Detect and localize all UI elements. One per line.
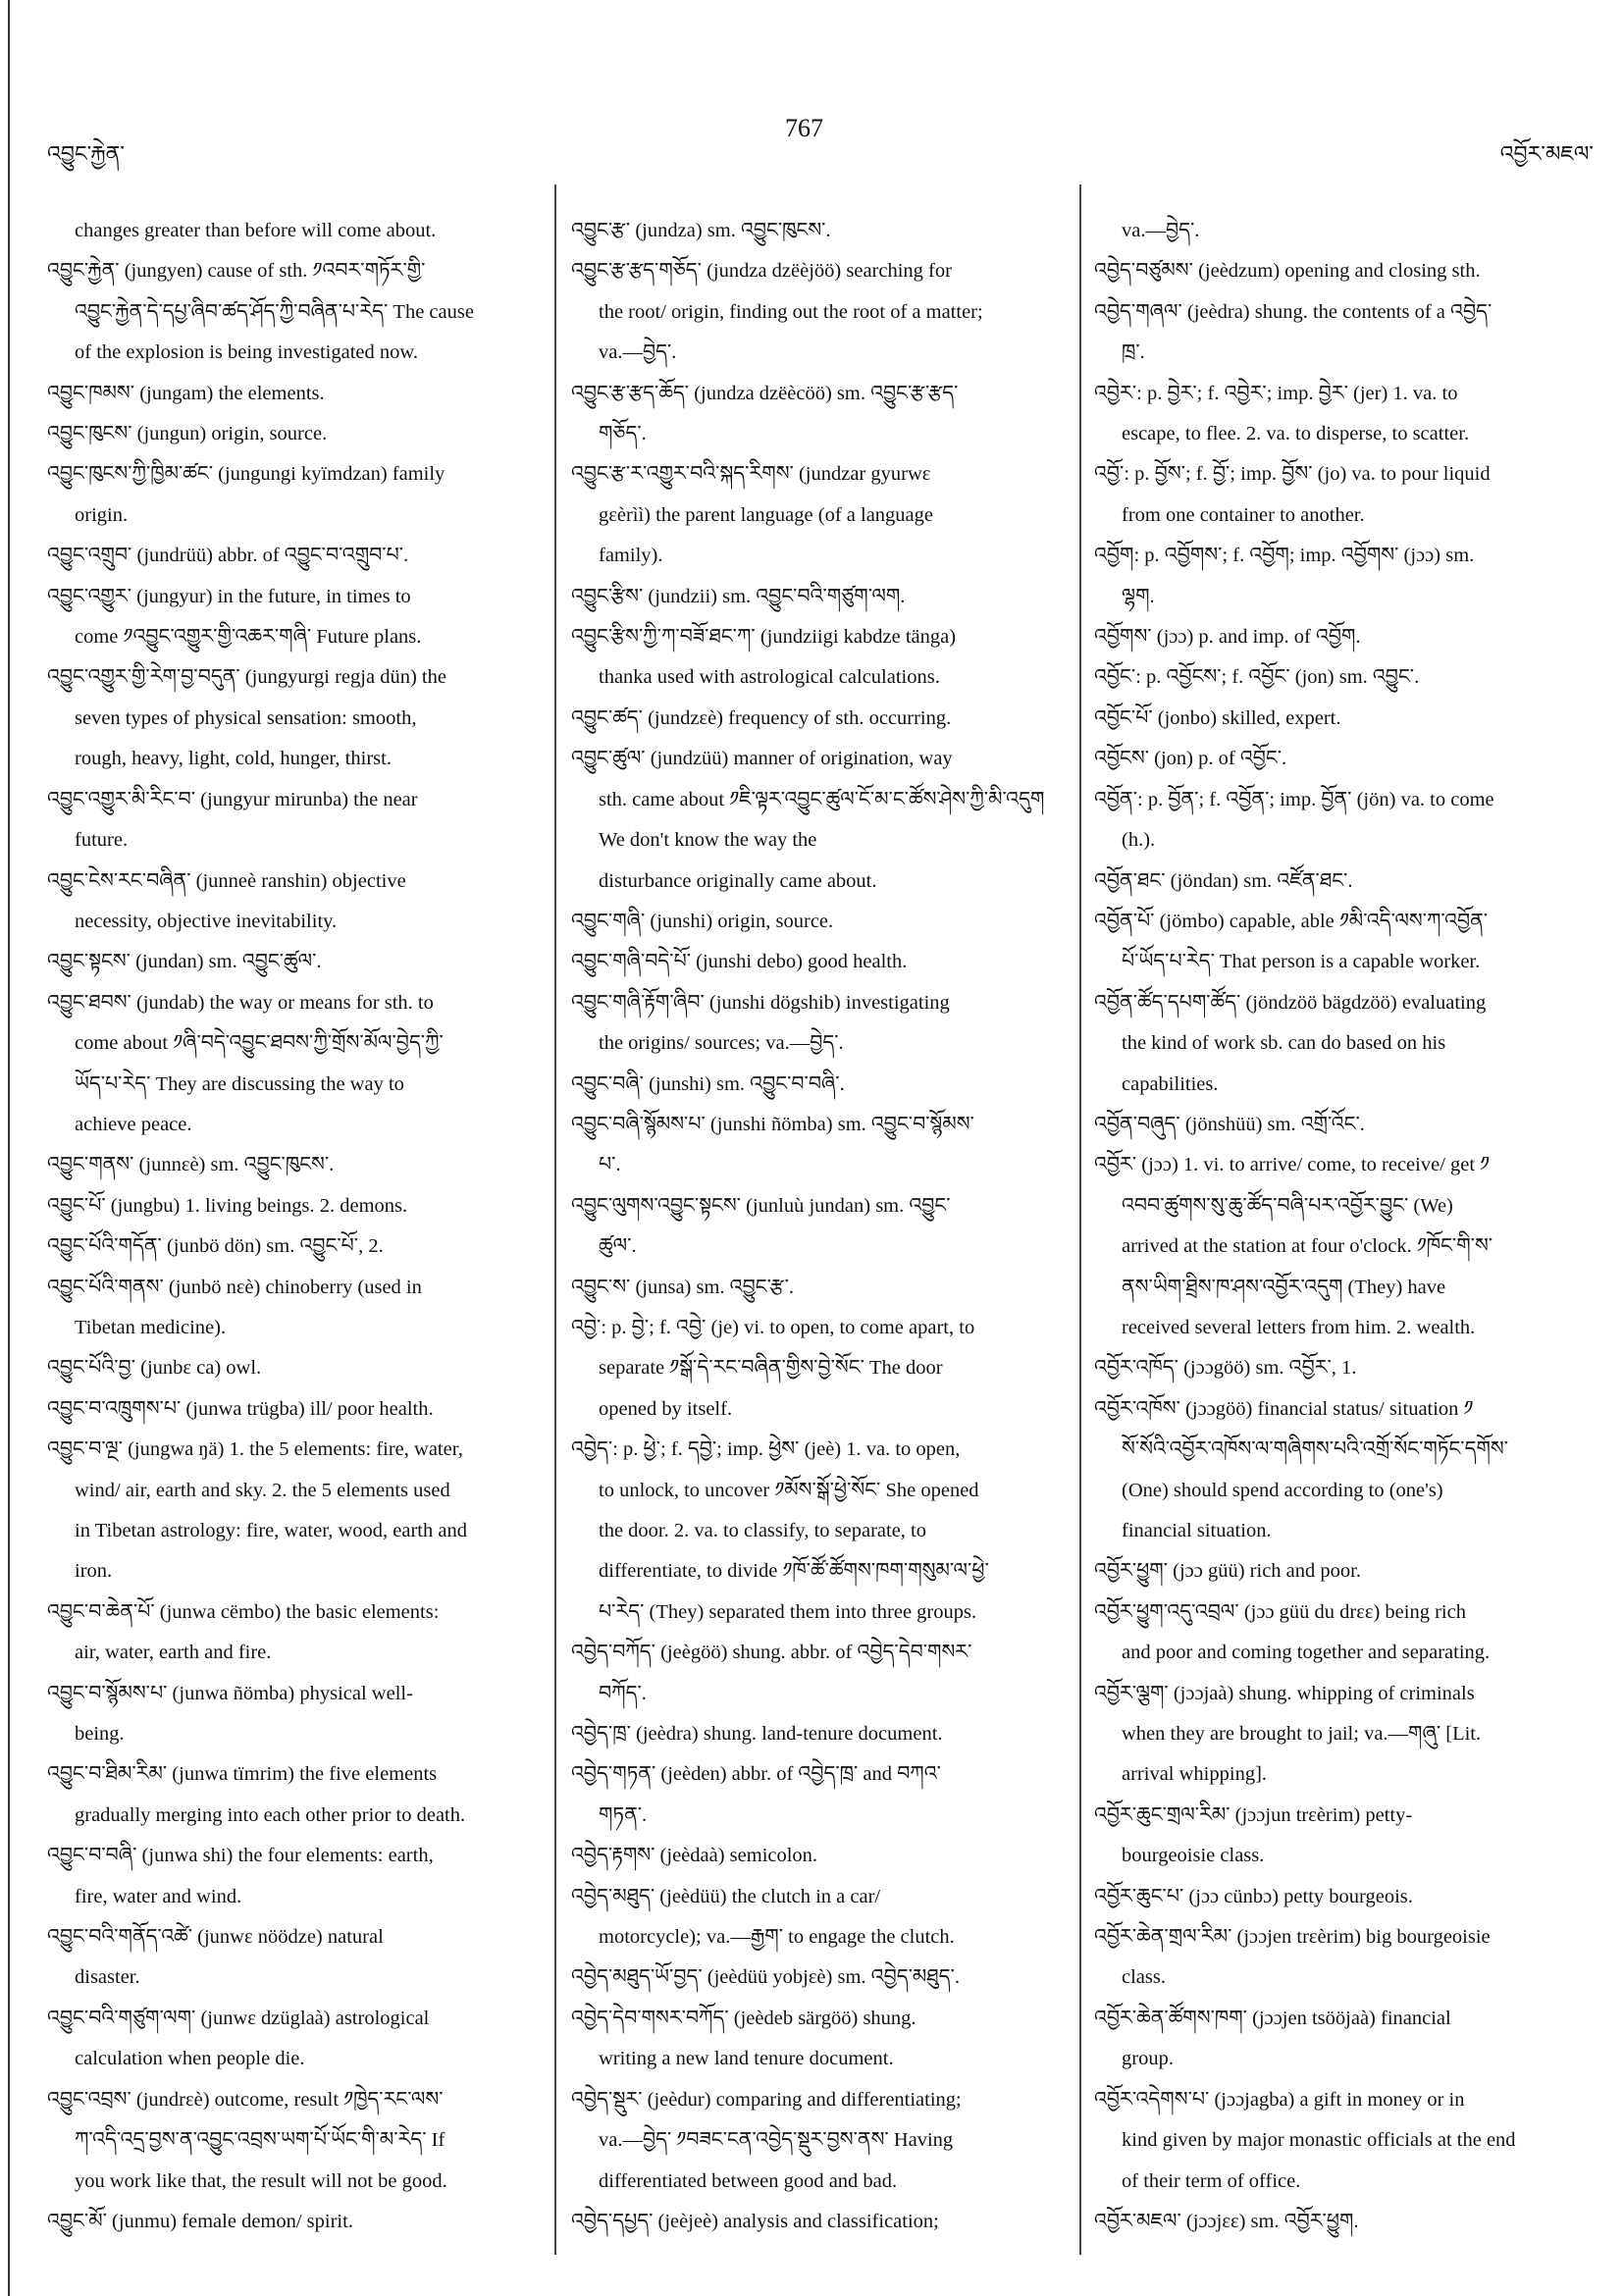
dictionary-entry: འབྱུང་པོའི་བྱ་ (junbε ca) owl. xyxy=(47,1357,262,1380)
dictionary-entry: འབྱུང་ཁུངས་ཀྱི་ཁྱིམ་ཚང་ (jungungi kyïmdzan) family origin. xyxy=(47,463,445,526)
dictionary-entry: va.—བྱེད་. xyxy=(1122,220,1200,241)
dictionary-entry: འབྱུང་གཞི་བདེ་པོ་ (junshi debo) good health. xyxy=(571,951,908,973)
dictionary-entry: འབྱུང་རྩིས་ཀྱི་ཀ་བཟོ་ཐང་ཀ་ (jundziigi kabdze tänga) thanka used with astrological calculations. xyxy=(571,626,957,689)
dictionary-entry: འབྱུང་རྩ་རྩད་གཅོད་ (jundza dzëèjöö) searching for the root/ origin, finding out the root of a matter; va.—བྱེད་. xyxy=(571,260,983,364)
dictionary-entry: འབྱོར་ལྕག་ (jɔɔjaà) shung. whipping of criminals when they are brought to jail; va.—གཞུ་ [Lit. arrival whipping]. xyxy=(1094,1682,1482,1786)
dictionary-entry: འབྱུང་པོ་ (jungbu) 1. living beings. 2. demons. xyxy=(47,1194,408,1217)
dictionary-entry: འབྱུང་འགྱུར་མི་རིང་བ་ (jungyur mirunba) the near future. xyxy=(47,788,418,852)
dictionary-entry: འབྱུང་གཞི་ (junshi) origin, source. xyxy=(571,910,834,932)
dictionary-entry: འབྱུང་ས་ (junsa) sm. འབྱུང་རྩ་. xyxy=(571,1276,795,1298)
dictionary-entry: འབྱུང་པོའི་གདོན་ (junbö dön) sm. འབྱུང་པོ་, 2. xyxy=(47,1235,384,1258)
dictionary-entry: འབྱུང་བ་སྙོམས་པ་ (junwa ñömba) physical well- being. xyxy=(47,1682,413,1746)
dictionary-entry: འབྱུང་བཞི་སྙོམས་པ་ (junshi ñömba) sm. འབྱུང་བ་སྙོམས་ པ་. xyxy=(571,1113,974,1176)
dictionary-entry: འབྱོན་པོ་ (jömbo) capable, able ༡མི་འདི་ལས་ཀ་འབྱོན་ པོ་ཡོད་པ་རེད་ That person is a capable worker. xyxy=(1094,910,1489,973)
dictionary-entry: འབྱེད་ཁྲ་ (jeèdra) shung. land-tenure document. xyxy=(571,1723,943,1746)
dictionary-entry: འབྱུང་བ་འཁྲུགས་པ་ (junwa trügba) ill/ poor health. xyxy=(47,1397,434,1420)
dictionary-entry: འབྱུང་བའི་གཙུག་ལག་ (junwε dzüglaà) astrological calculation when people die. xyxy=(47,2007,430,2070)
dictionary-entry: འབྱེ་: p. བྱེ་; f. འབྱེ་ (je) vi. to open, to come apart, to separate ༡སྒོ་དེ་རང་བཞིན་གྱིས་བྱེ་སོང་ The door opened by itself. xyxy=(571,1316,975,1420)
dictionary-entry: changes greater than before will come about. xyxy=(75,220,437,241)
dictionary-entry: འབྱུང་འགྲུབ་ (jundrüü) abbr. of འབྱུང་བ་འགྲུབ་པ་. xyxy=(47,545,409,567)
dictionary-entry: འབྱུང་སྟངས་ (jundan) sm. འབྱུང་ཚུལ་. xyxy=(47,951,322,973)
column-1 xyxy=(47,211,548,2242)
dictionary-entry: འབྱོངས་ (jon) p. of འབྱོང་. xyxy=(1094,748,1287,770)
dictionary-entry: འབྱེད་སྡུར་ (jeèdur) comparing and differentiating; va.—བྱེད་ ༡བཟང་ངན་འབྱེད་སྡུར་བྱས་ནས་ Having differentiated between good and bad. xyxy=(571,2088,962,2192)
column-2 xyxy=(571,211,1073,2242)
guide-word-left: འབྱུང་རྐྱེན་ xyxy=(47,141,125,166)
dictionary-entry: འབྱོར་ (jɔɔ) 1. vi. to arrive/ come, to receive/ get ༡ འབབ་ཚུགས་སུ་ཆུ་ཚོད་བཞི་པར་འབྱོར་བྱུང་ (We) arrived at the station at four o'clock. ༡ཁོང་གི་ས་ ནས་ཡིག་ཐྲིས་ཁ་ཤས་འབྱོར་འདུག (They) have received several letters from him. 2. wealth. xyxy=(1094,1154,1493,1338)
dictionary-entry: འབྱོར་ཕྱུག་ (jɔɔ güü) rich and poor. xyxy=(1094,1560,1361,1583)
dictionary-entry: འབྱུང་མོ་ (junmu) female demon/ spirit. xyxy=(47,2210,353,2232)
dictionary-entry: འབྱེད་དཔྱད་ (jeèjeè) analysis and classification; xyxy=(571,2210,939,2232)
dictionary-entry: འབྱོ་: p. བྱོས་; f. བྱོ་; imp. བྱོས་ (jo) va. to pour liquid from one container to another. xyxy=(1094,463,1491,526)
dictionary-entry: འབྱོར་མཇལ་ (jɔɔjεε) sm. འབྱོར་ཕྱུག. xyxy=(1094,2210,1359,2232)
dictionary-entry: འབྱུང་ཁམས་ (jungam) the elements. xyxy=(47,382,325,404)
dictionary-entry: འབྱོར་འཁོད་ (jɔɔgöö) sm. འབྱོར་, 1. xyxy=(1094,1357,1357,1380)
dictionary-entry: འབྱོན་ཚོད་དཔག་ཚོད་ (jöndzöö bägdzöö) evaluating the kind of work sb. can do based on his capabilities. xyxy=(1094,991,1487,1095)
dictionary-entry: འབྱུང་རྩ་རྩད་ཆོད་ (jundza dzëècöö) sm. འབྱུང་རྩ་རྩད་ གཅོད་. xyxy=(571,382,959,445)
dictionary-entry: འབྱེད་: p. ཕྱེ་; f. དབྱེ་; imp. ཕྱེས་ (jeè) 1. va. to open, to unlock, to uncover ༡མོས་སྒོ་ཕྱེ་སོང་ She opened the door. 2. va. to classify, to separate, to differentiate, to divide ༡ཁོ་ཚོ་ཚོགས་ཁག་གསུམ་ལ་ཕྱེ་ པ་རེད་ (They) separated them into three groups. xyxy=(571,1438,989,1623)
dictionary-entry: འབྱུང་འགྱུར་ (jungyur) in the future, in times to come ༡འབྱུང་འགྱུར་གྱི་འཆར་གཞི་ Future plans. xyxy=(47,585,422,649)
dictionary-entry: འབྱུང་འབྲས་ (jundrεè) outcome, result ༡ཁྱེད་རང་ལས་ ཀ་འདི་འདྲ་བྱས་ན་འབྱུང་འབྲས་ཡག་པོ་ཡོང་གི་མ་རེད་ If you work like that, the result will not be good. xyxy=(47,2088,447,2192)
dictionary-entry: འབྱོར་ཆེན་གྲལ་རིམ་ (jɔɔjen trεèrim) big bourgeoisie class. xyxy=(1094,1926,1491,1989)
dictionary-entry: འབྱུང་རྩ་ར་འགྱུར་བའི་སྐད་རིགས་ (jundzar gyurwε gεèrìì) the parent language (of a language family). xyxy=(571,463,934,567)
dictionary-entry: འབྱེར་: p. བྱེར་; f. འབྱེར་; imp. བྱེར་ (jer) 1. va. to escape, to flee. 2. va. to disperse, to scatter. xyxy=(1094,382,1470,445)
dictionary-entry: འབྱེད་མཐུད་ (jeèdüü) the clutch in a car/ motorcycle); va.—རྒྱག་ to engage the clutch. xyxy=(571,1885,955,1949)
dictionary-entry: འབྱུང་གནས་ (junnεè) sm. འབྱུང་ཁུངས་. xyxy=(47,1154,335,1176)
dictionary-entry: འབྱོར་འཁོས་ (jɔɔgöö) financial status/ situation ༡ སོ་སོའི་འབྱོར་འཁོས་ལ་གཞིགས་པའི་འགྲོ་སོང་གཏོང་དགོས་ (One) should spend according to (one's) financial situation. xyxy=(1094,1397,1509,1541)
dictionary-entry: འབྱུང་བ་བཞི་ (junwa shi) the four elements: earth, fire, water and wind. xyxy=(47,1845,434,1907)
dictionary-entry: འབྱུང་རྩིས་ (jundzii) sm. འབྱུང་བའི་གཙུག་ལག. xyxy=(571,585,906,607)
page-edge-rule xyxy=(8,0,10,2296)
dictionary-entry: འབྱོན་བཞུད་ (jönshüü) sm. འགྲོ་འོང་. xyxy=(1094,1113,1365,1135)
guide-word-right: འབྱོར་མཇལ་ xyxy=(1499,141,1594,166)
dictionary-entry: འབྱུང་རྩ་ (jundza) sm. འབྱུང་ཁུངས་. xyxy=(571,220,831,241)
dictionary-entry: འབྱེད་གཞལ་ (jeèdra) shung. the contents of a འབྱེད་ ཁྲ་. xyxy=(1094,300,1492,364)
dictionary-entry: འབྱུང་ཚུལ་ (jundzüü) manner of origination, way sth. came about ༡ཇི་ལྟར་འབྱུང་ཚུལ་ངོ་མ་ང་ཚོས་ཤེས་ཀྱི་མི་འདུག We don't know the way the disturbance originally came about. xyxy=(571,748,1045,892)
dictionary-entry: འབྱོགས་ (jɔɔ) p. and imp. of འབྱོག. xyxy=(1094,626,1361,649)
dictionary-entry: འབྱུང་ལུགས་འབྱུང་སྟངས་ (junluù jundan) sm. འབྱུང་ ཚུལ་. xyxy=(571,1194,951,1258)
dictionary-entry: འབྱོང་: p. འབྱོངས་; f. འབྱོང་ (jon) sm. འབྱུང་. xyxy=(1094,666,1420,689)
dictionary-entry: འབྱེད་བཙུམས་ (jeèdzum) opening and closing sth. xyxy=(1094,260,1481,283)
dictionary-entry: འབྱོར་ཆུང་གྲལ་རིམ་ (jɔɔjun trεèrim) petty- bourgeoisie class. xyxy=(1094,1803,1413,1867)
dictionary-entry: འབྱུང་རྐྱེན་ (jungyen) cause of sth. ༡འབར་གཏོར་གྱི་ འབྱུང་རྐྱེན་དེ་དཔྱ་ཞིབ་ཚད་ཤོད་ཀྱི་བཞིན་པ་རེད་ The cause of the explosion is being investigated now. xyxy=(47,260,474,364)
column-3 xyxy=(1094,211,1604,2242)
dictionary-entry: འབྱེད་རྟགས་ (jeèdaà) semicolon. xyxy=(571,1845,818,1867)
dictionary-entry: འབྱུང་བ་ཐིམ་རིམ་ (junwa tïmrim) the five elements gradually merging into each other prior to death. xyxy=(47,1763,466,1826)
dictionary-entry: འབྱུང་པོའི་གནས་ (junbö nεè) chinoberry (used in Tibetan medicine). xyxy=(47,1276,422,1338)
dictionary-entry: འབྱེད་གཏན་ (jeèden) abbr. of འབྱེད་ཁྲ་ and བཀའ་ གཏན་. xyxy=(571,1763,941,1826)
dictionary-entry: འབྱུང་འགྱུར་གྱི་རེག་བྱ་བདུན་ (jungyurgi regja dün) the seven types of physical sensation: smooth, rough, heavy, light, cold, hunger, thirst. xyxy=(47,666,446,770)
dictionary-entry: འབྱུང་བ་ལྔ་ (jungwa ŋä) 1. the 5 elements: fire, water, wind/ air, earth and sky. 2. the 5 elements used in Tibetan astrology: fire, water, wood, earth and iron. xyxy=(47,1438,467,1583)
dictionary-entry: འབྱོར་འདེགས་པ་ (jɔɔjagba) a gift in money or in kind given by major monastic officials at the end of their term of office. xyxy=(1094,2088,1516,2192)
dictionary-entry: འབྱོག: p. འབྱོགས་; f. འབྱོག; imp. འབྱོགས་ (jɔɔ) sm. ལྷག. xyxy=(1094,545,1475,607)
dictionary-entry: འབྱུང་ཐབས་ (jundab) the way or means for sth. to come about ༡ཞི་བདེ་འབྱུང་ཐབས་ཀྱི་གྲོས་མོལ་བྱེད་ཀྱི་ ཡོད་པ་རེད་ They are discussing the way to achieve peace. xyxy=(47,991,444,1135)
column-divider xyxy=(554,184,556,2255)
column-divider xyxy=(1079,184,1081,2255)
dictionary-entry: འབྱེད་མཐུད་ཡོ་བྱད་ (jeèdüü yobjεè) sm. འབྱེད་མཐུད་. xyxy=(571,1966,960,1989)
dictionary-entry: འབྱོར་ཆུང་པ་ (jɔɔ cünbɔ) petty bourgeois. xyxy=(1094,1885,1413,1907)
dictionary-entry: འབྱོར་ཕྱུག་འདུ་འབྲལ་ (jɔɔ güü du drεε) being rich and poor and coming together and separating. xyxy=(1094,1600,1491,1664)
dictionary-entry: འབྱུང་བའི་གནོད་འཚེ་ (junwε nöödze) natural disaster. xyxy=(47,1926,384,1989)
dictionary-entry: འབྱོར་ཆེན་ཚོགས་ཁག་ (jɔɔjen tsööjaà) financial group. xyxy=(1094,2007,1451,2070)
dictionary-entry: འབྱེད་དེབ་གསར་བཀོད་ (jeèdeb särgöö) shung. writing a new land tenure document. xyxy=(571,2007,916,2070)
dictionary-entry: འབྱུང་ཁུངས་ (jungun) origin, source. xyxy=(47,423,328,445)
dictionary-entry: འབྱུང་བ་ཆེན་པོ་ (junwa cëmbo) the basic elements: air, water, earth and fire. xyxy=(47,1600,440,1664)
dictionary-entry: འབྱུང་ཚད་ (jundzεè) frequency of sth. occurring. xyxy=(571,706,952,729)
page-number: 767 xyxy=(785,114,823,142)
dictionary-entry: འབྱུང་ངེས་རང་བཞིན་ (junneè ranshin) objective necessity, objective inevitability. xyxy=(47,869,406,932)
dictionary-entry: འབྱེད་བཀོད་ (jeègöö) shung. abbr. of འབྱེད་དེབ་གསར་ བཀོད་. xyxy=(571,1642,972,1704)
dictionary-entry: འབྱོན་: p. བྱོན་; f. འབྱོན་; imp. བྱོན་ (jön) va. to come (h.). xyxy=(1094,788,1494,852)
dictionary-entry: འབྱོང་པོ་ (jonbo) skilled, expert. xyxy=(1094,706,1341,729)
dictionary-entry: འབྱུང་བཞི་ (junshi) sm. འབྱུང་བ་བཞི་. xyxy=(571,1072,845,1095)
dictionary-entry: འབྱོན་ཐང་ (jöndan) sm. འཛོན་ཐང་. xyxy=(1094,869,1353,892)
dictionary-entry: འབྱུང་གཞི་རྟོག་ཞིབ་ (junshi dögshib) investigating the origins/ sources; va.—བྱེད་. xyxy=(571,991,950,1055)
